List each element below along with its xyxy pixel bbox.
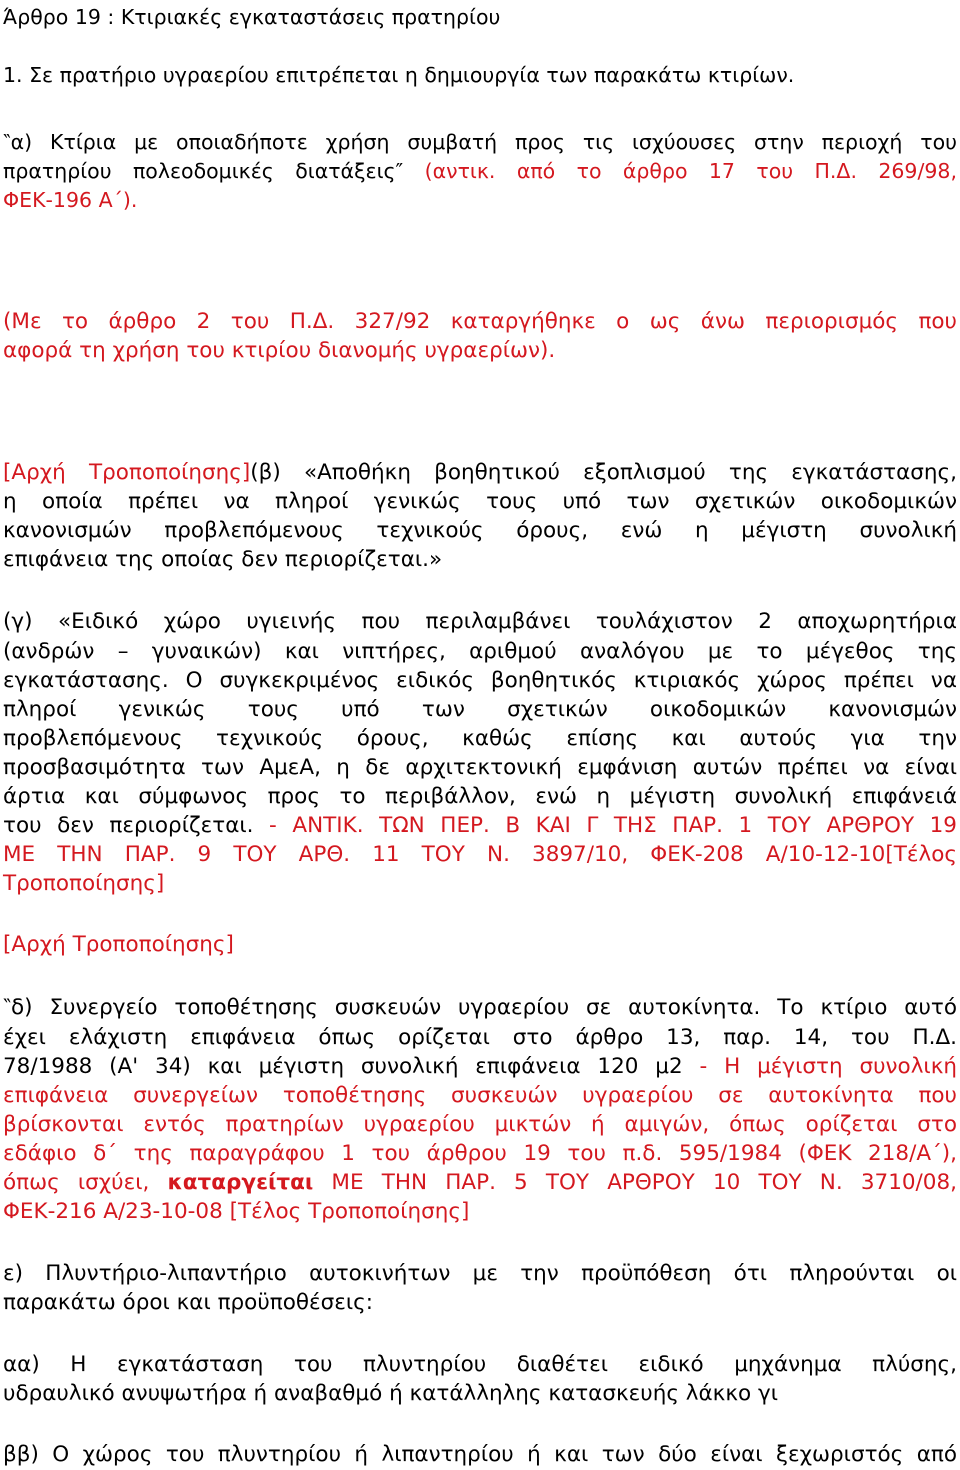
item-b-text: η οποία πρέπει να πληροί γενικώς τους υπό των σχετικών οικοδομικών xyxy=(3,489,957,514)
item-b-text: επιφάνεια της οποίας δεν περιορίζεται.» xyxy=(3,547,443,572)
item-c-line-1 xyxy=(3,607,957,637)
modification-start-line xyxy=(3,930,957,960)
item-b-text: (β) «Αποθήκη βοηθητικού εξοπλισμού της εγκατάστασης, xyxy=(250,460,957,485)
amendment-reference: ΜΕ ΤΗΝ ΠΑΡ. 5 ΤΟΥ ΑΡΘΡΟΥ 10 ΤΟΥ Ν. 3710/08, xyxy=(313,1170,957,1195)
item-c-text: προβλεπόμενους τεχνικούς όρους, καθώς επίσης και αυτούς για την xyxy=(3,726,957,751)
item-c-line-3 xyxy=(3,666,957,696)
item-c-line-2 xyxy=(3,637,957,667)
item-d-line-1 xyxy=(3,993,957,1023)
item-b-line-2 xyxy=(3,487,957,517)
item-c-text: (ανδρών – γυναικών) και νιπτήρες, αριθμού αναλόγου με το μέγεθος της xyxy=(3,639,957,664)
item-e-text: παρακάτω όροι και προϋποθέσεις: xyxy=(3,1290,374,1315)
amendment-reference: - Η μέγιστη συνολική xyxy=(682,1054,957,1079)
amendment-keyword: καταργείται xyxy=(167,1170,314,1195)
item-c-text: πληροί γενικώς τους υπό των σχετικών οικοδομικών κανονισμών xyxy=(3,697,957,722)
paragraph-1 xyxy=(3,60,957,90)
item-c-text: του δεν περιορίζεται. xyxy=(3,813,254,838)
item-c-text: προσβασιμότητα των ΑμεΑ, η δε αρχιτεκτονική εμφάνιση αυτών πρέπει να είναι xyxy=(3,755,957,780)
item-c-line-10 xyxy=(3,869,957,899)
note-327-line-2 xyxy=(3,336,957,366)
amendment-reference: - ΑΝΤΙΚ. ΤΩΝ ΠΕΡ. Β ΚΑΙ Γ ΤΗΣ ΠΑΡ. 1 ΤΟΥ ΑΡΘΡΟΥ 19 xyxy=(253,813,957,838)
paragraph-1-text: 1. Σε πρατήριο υγραερίου επιτρέπεται η δημιουργία των παρακάτω κτιρίων. xyxy=(3,63,795,87)
item-e-line-2 xyxy=(3,1288,957,1318)
item-e-text: ε) Πλυντήριο-λιπαντήριο αυτοκινήτων με την προϋπόθεση ότι πληρούνται οι xyxy=(3,1261,957,1286)
item-c-line-6 xyxy=(3,753,957,783)
item-d-line-4 xyxy=(3,1081,957,1111)
item-d-text: 78/1988 (Α' 34) και μέγιστη συνολική επιφάνεια 120 μ2 xyxy=(3,1054,683,1079)
note-327-line-1 xyxy=(3,307,957,337)
item-aa-text: υδραυλικό ανυψωτήρα ή αναβαθμό ή κατάλληλης κατασκευής λάκκο γι xyxy=(3,1381,778,1406)
modification-start-marker: [Αρχή Τροποποίησης] xyxy=(3,932,234,957)
item-aa-text: αα) Η εγκατάσταση του πλυντηρίου διαθέτει ειδικό μηχάνημα πλύσης, xyxy=(3,1352,957,1377)
item-c-text: άρτια και σύμφωνος προς το περιβάλλον, ενώ η μέγιστη συνολική επιφάνειά xyxy=(3,784,957,809)
item-aa-line-2 xyxy=(3,1379,957,1409)
amendment-reference: όπως ισχύει, xyxy=(3,1170,168,1195)
item-d-line-6 xyxy=(3,1139,957,1169)
item-d-line-5 xyxy=(3,1110,957,1140)
modification-start-marker: [Αρχή Τροποποίησης] xyxy=(3,460,251,485)
note-text: αφορά τη χρήση του κτιρίου διανομής υγραερίων). xyxy=(3,338,556,363)
item-d-line-7 xyxy=(3,1168,957,1198)
item-c-line-4 xyxy=(3,695,957,725)
item-e-line-1 xyxy=(3,1259,957,1289)
item-b-text: κανονισμών προβλεπόμενους τεχνικούς όρους, ενώ η μέγιστη συνολική xyxy=(3,518,957,543)
amendment-reference: εδάφιο δ΄ της παραγράφου 1 του άρθρου 19 του π.δ. 595/1984 (ΦΕΚ 218/Α΄), xyxy=(3,1141,957,1166)
item-d-line-2 xyxy=(3,1023,957,1053)
item-a-text: ‶α) Κτίρια με οποιαδήποτε χρήση συμβατή προς τις ισχύουσες στην περιοχή του xyxy=(3,130,957,154)
amendment-reference: (αντικ. από το άρθρο 17 του Π.Δ. 269/98, xyxy=(403,159,957,183)
item-d-text: έχει ελάχιστη επιφάνεια όπως ορίζεται στο άρθρο 13, παρ. 14, του Π.Δ. xyxy=(3,1025,957,1050)
item-bb-text: ββ) Ο χώρος του πλυντηρίου ή λιπαντηρίου ή και των δύο είναι ξεχωριστός από xyxy=(3,1442,957,1467)
item-c-line-7 xyxy=(3,782,957,812)
item-c-line-5 xyxy=(3,724,957,754)
item-c-line-9 xyxy=(3,840,957,870)
heading-text: Άρθρο 19 : Κτιριακές εγκαταστάσεις πρατηρίου xyxy=(3,5,501,29)
amendment-reference: ΜΕ ΤΗΝ ΠΑΡ. 9 ΤΟΥ ΑΡΘ. 11 ΤΟΥ Ν. 3897/10, ΦΕΚ-208 Α/10-12-10[Τέλος xyxy=(3,842,957,867)
item-a-line-3 xyxy=(3,185,957,215)
article-heading xyxy=(3,2,957,32)
item-d-text: ‶δ) Συνεργείο τοποθέτησης συσκευών υγραερίου σε αυτοκίνητα. Το κτίριο αυτό xyxy=(3,995,957,1020)
item-d-line-3 xyxy=(3,1052,957,1082)
note-text: (Με το άρθρο 2 του Π.Δ. 327/92 καταργήθηκε ο ως άνω περιορισμός που xyxy=(3,309,957,334)
item-bb-line-1 xyxy=(3,1440,957,1470)
item-b-line-1 xyxy=(3,458,957,488)
modification-end-marker: ΦΕΚ-216 Α/23-10-08 [Τέλος Τροποποίησης] xyxy=(3,1199,470,1224)
amendment-reference: ΦΕΚ-196 Α΄). xyxy=(3,188,138,212)
item-c-text: εγκατάστασης. Ο συγκεκριμένος ειδικός βοηθητικός κτιριακός χώρος πρέπει να xyxy=(3,668,957,693)
modification-end-marker: Τροποποίησης] xyxy=(3,871,165,896)
amendment-reference: επιφάνεια συνεργείων τοποθέτησης συσκευών υγραερίου σε αυτοκίνητα που xyxy=(3,1083,957,1108)
item-b-line-3 xyxy=(3,516,957,546)
item-b-line-4 xyxy=(3,545,957,575)
item-a-line-1 xyxy=(3,127,957,157)
item-a-line-2 xyxy=(3,156,957,186)
item-c-line-8 xyxy=(3,811,957,841)
amendment-reference: βρίσκονται εντός πρατηρίων υγραερίου μικτών ή αμιγών, όπως ορίζεται στο xyxy=(3,1112,957,1137)
item-aa-line-1 xyxy=(3,1350,957,1380)
item-c-text: (γ) «Ειδικό χώρο υγιεινής που περιλαμβάνει τουλάχιστον 2 αποχωρητήρια xyxy=(3,609,957,634)
item-d-line-8 xyxy=(3,1197,957,1227)
item-a-text: πρατηρίου πολεοδομικές διατάξεις″ xyxy=(3,159,404,183)
